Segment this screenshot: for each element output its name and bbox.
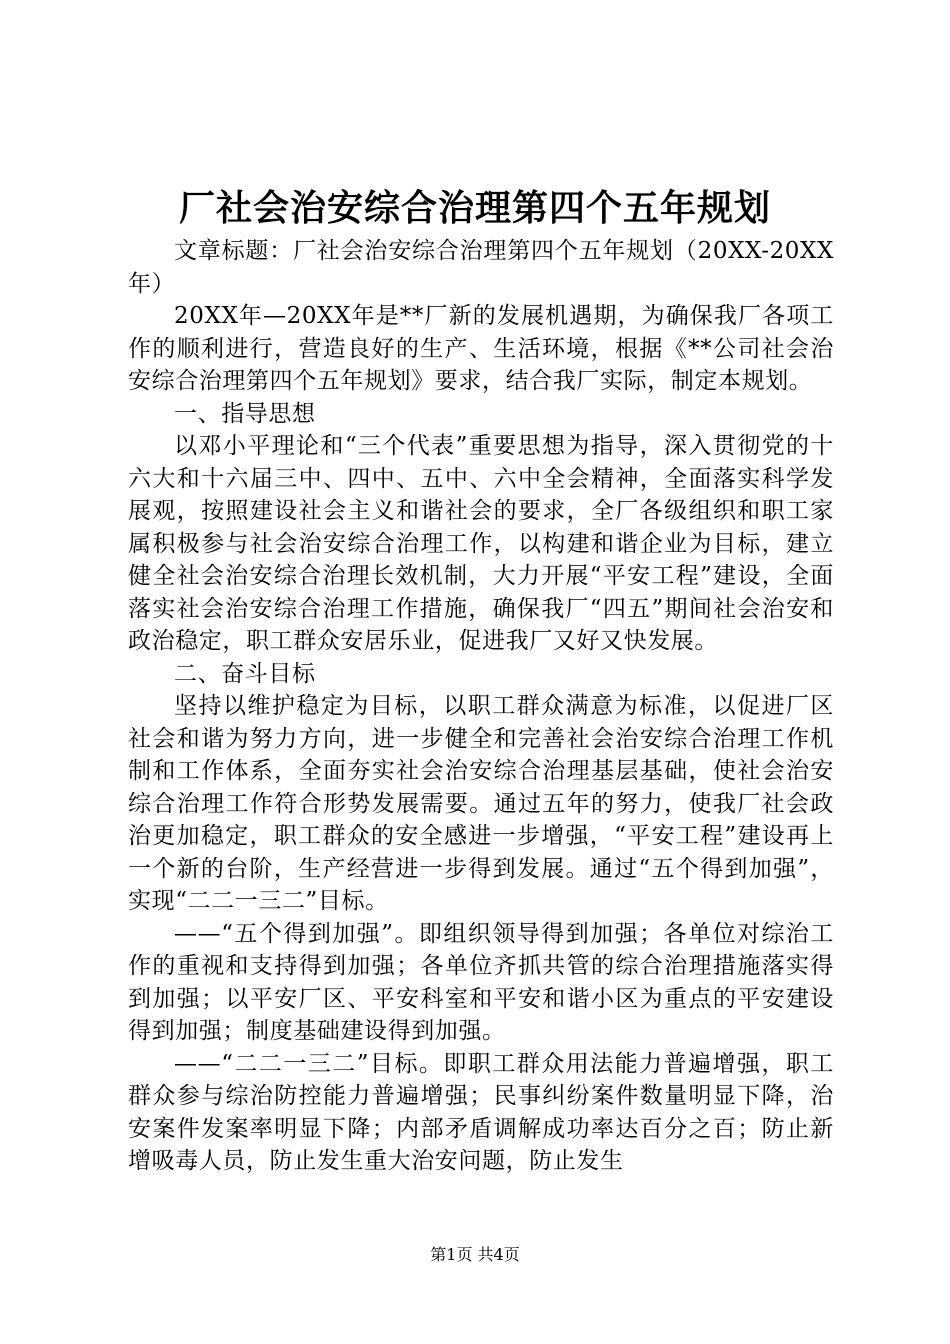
five-strengthen-paragraph: ——“五个得到加强”。即组织领导得到加强；各单位对综治工作的重视和支持得到加强；各单位齐抓共管的综合治理措施落实得到加强；以平安厂区、平安科室和平安和谐小区为重点的平安建设得到加强；制度基础建设得到加强。	[128, 920, 834, 1044]
section-heading-guiding-thought: 一、指导思想	[174, 400, 316, 427]
section-heading-goals: 二、奋斗目标	[174, 660, 316, 687]
document-title: 厂社会治安综合治理第四个五年规划	[178, 187, 771, 229]
targets-paragraph: ——“二二一三二”目标。即职工群众用法能力普遍增强，职工群众参与综治防控能力普遍增强；民事纠纷案件数量明显下降，治安案件发案率明显下降；内部矛盾调解成功率达百分之百；防止新增吸毒人员，防止发生重大治安问题，防止发生	[128, 1050, 834, 1174]
intro-paragraph: 20XX年—20XX年是**厂新的发展机遇期，为确保我厂各项工作的顺利进行，营造良好的生产、生活环境，根据《**公司社会治安综合治理第四个五年规划》要求，结合我厂实际，制定本规划。	[128, 303, 834, 394]
document-body	[128, 235, 834, 1178]
page-number: 第1页 共4页	[430, 1245, 520, 1264]
article-title-line: 文章标题：厂社会治安综合治理第四个五年规划（20XX-20XX年）	[128, 238, 834, 297]
goals-paragraph: 坚持以维护稳定为目标，以职工群众满意为标准，以促进厂区社会和谐为努力方向，进一步健全和完善社会治安综合治理工作机制和工作体系，全面夯实社会治安综合治理基层基础，使社会治安综合治理工作符合形势发展需要。通过五年的努力，使我厂社会政治更加稳定，职工群众的安全感进一步增强，“平安工程”建设再上一个新的台阶，生产经营进一步得到发展。通过“五个得到加强”，实现“二二一三二”目标。	[128, 693, 834, 914]
guiding-thought-paragraph: 以邓小平理论和“三个代表”重要思想为指导，深入贯彻党的十六大和十六届三中、四中、五中、六中全会精神，全面落实科学发展观，按照建设社会主义和谐社会的要求，全厂各级组织和职工家属积极参与社会治安综合治理工作，以构建和谐企业为目标，建立健全社会治安综合治理长效机制，大力开展“平安工程”建设，全面落实社会治安综合治理工作措施，确保我厂“四五”期间社会治安和政治稳定，职工群众安居乐业，促进我厂又好又快发展。	[128, 433, 834, 654]
